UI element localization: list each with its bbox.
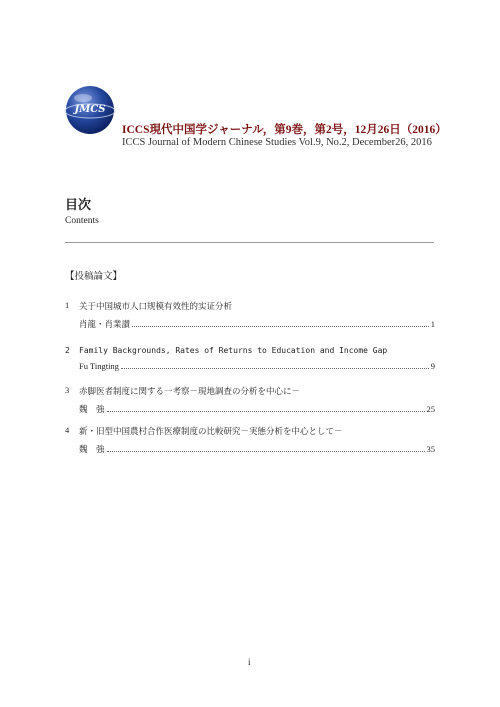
toc-entry[interactable] xyxy=(65,346,435,371)
toc-entry[interactable] xyxy=(65,300,435,330)
journal-title-jp: ICCS現代中国学ジャーナル，第9巻，第2号，12月26日（2016） xyxy=(122,124,447,136)
entry-page: 25 xyxy=(426,404,435,414)
dot-leader xyxy=(107,450,425,452)
divider xyxy=(65,242,434,243)
entry-title[interactable]: 新・旧型中国農村合作医療制度の比較研究－実態分析を中心として－ xyxy=(79,426,343,436)
entry-number: 4 xyxy=(65,425,70,435)
entry-title[interactable]: 关于中国城市人口规模有效性的实证分析 xyxy=(79,301,233,311)
journal-title-en: ICCS Journal of Modern Chinese Studies Vol.9, No.2, December26, 2016 xyxy=(122,137,432,148)
section-label: 【投稿論文】 xyxy=(65,272,123,282)
entry-author: 魏 強 xyxy=(79,444,105,454)
entry-title[interactable]: 赤脚医者制度に関する一考察－現地調査の分析を中心に－ xyxy=(79,386,301,396)
entry-page: 1 xyxy=(430,319,435,329)
journal-logo xyxy=(64,84,116,136)
page-number: i xyxy=(248,657,251,667)
toc-subtitle: Contents xyxy=(65,216,99,226)
dot-leader xyxy=(132,325,429,327)
toc-entry[interactable] xyxy=(65,425,435,455)
logo-text: JMCS xyxy=(74,104,106,115)
entry-number: 1 xyxy=(65,300,70,310)
entry-author: 魏 強 xyxy=(79,404,105,414)
entry-title[interactable]: Family Backgrounds, Rates of Returns to Education and Income Gap xyxy=(79,346,388,355)
entry-number: 3 xyxy=(65,385,70,395)
toc-title: 目次 xyxy=(65,197,92,212)
entry-page: 35 xyxy=(426,444,435,454)
dot-leader xyxy=(121,367,429,369)
toc-entry[interactable] xyxy=(65,385,435,415)
dot-leader xyxy=(107,410,425,412)
entry-author: 肖龍・肖業讃 xyxy=(79,319,131,329)
entry-number: 2 xyxy=(65,346,70,355)
entry-author: Fu Tingting xyxy=(79,361,119,371)
entry-page: 9 xyxy=(430,361,435,371)
